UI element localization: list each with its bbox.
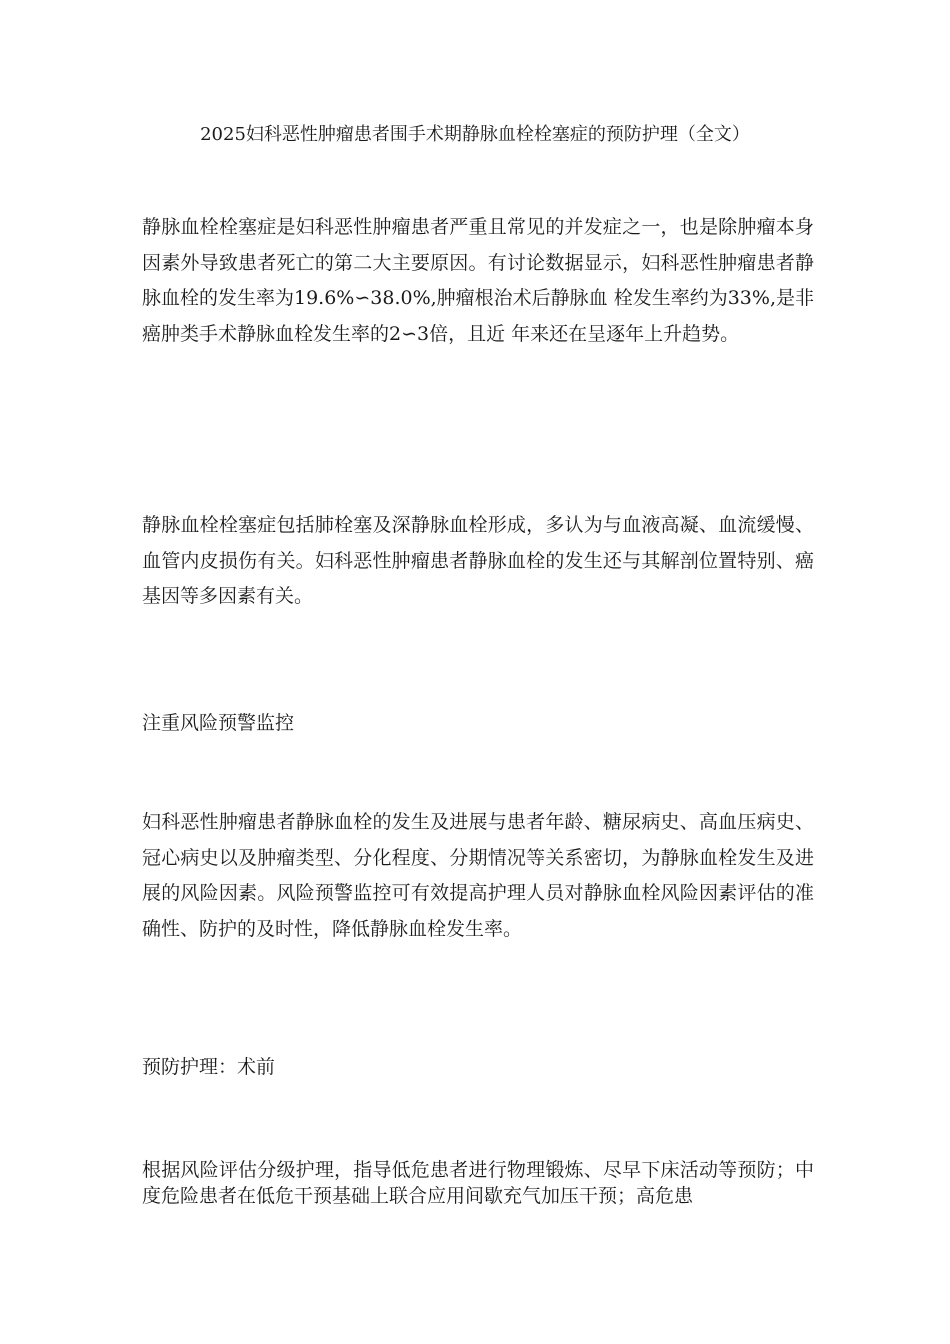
paragraph-risk: 妇科恶性肿瘤患者静脉血栓的发生及进展与患者年龄、糖尿病史、高血压病史、冠心病史以及肿瘤类型、分化程度、分期情况等关系密切，为静脉血栓发生及进展的风险因素。风险预警监控可有效提高护理人员对静脉血栓风险因素评估的准确性、防护的及时性，降低静脉血栓发生率。 [142,811,814,940]
paragraph-preop: 根据风险评估分级护理，指导低危患者进行物理锻炼、尽早下床活动等预防；中度危险患者在低危干预基础上联合应用间歇充气加压干预；高危患 [142,1159,814,1207]
document-title: 2025妇科恶性肿瘤患者围手术期静脉血栓栓塞症的预防护理（全文） [200,124,750,145]
paragraph-intro: 静脉血栓栓塞症是妇科恶性肿瘤患者严重且常见的并发症之一，也是除肿瘤本身因素外导致患者死亡的第二大主要原因。有讨论数据显示，妇科恶性肿瘤患者静脉血栓的发生率为19.6%∽38.0%,肿瘤根治术后静脉血 栓发生率约为33%,是非癌肿类手术静脉血栓发生率的2∽3倍，且近 年来还在呈逐年上升趋势。 [142,216,814,345]
paragraph-mechanism: 静脉血栓栓塞症包括肺栓塞及深静脉血栓形成，多认为与血液高凝、血流缓慢、血管内皮损伤有关。妇科恶性肿瘤患者静脉血栓的发生还与其解剖位置特别、癌基因等多因素有关。 [142,514,814,608]
section-heading-preop-care: 预防护理：术前 [142,1056,276,1078]
section-heading-risk-monitoring: 注重风险预警监控 [142,712,295,734]
